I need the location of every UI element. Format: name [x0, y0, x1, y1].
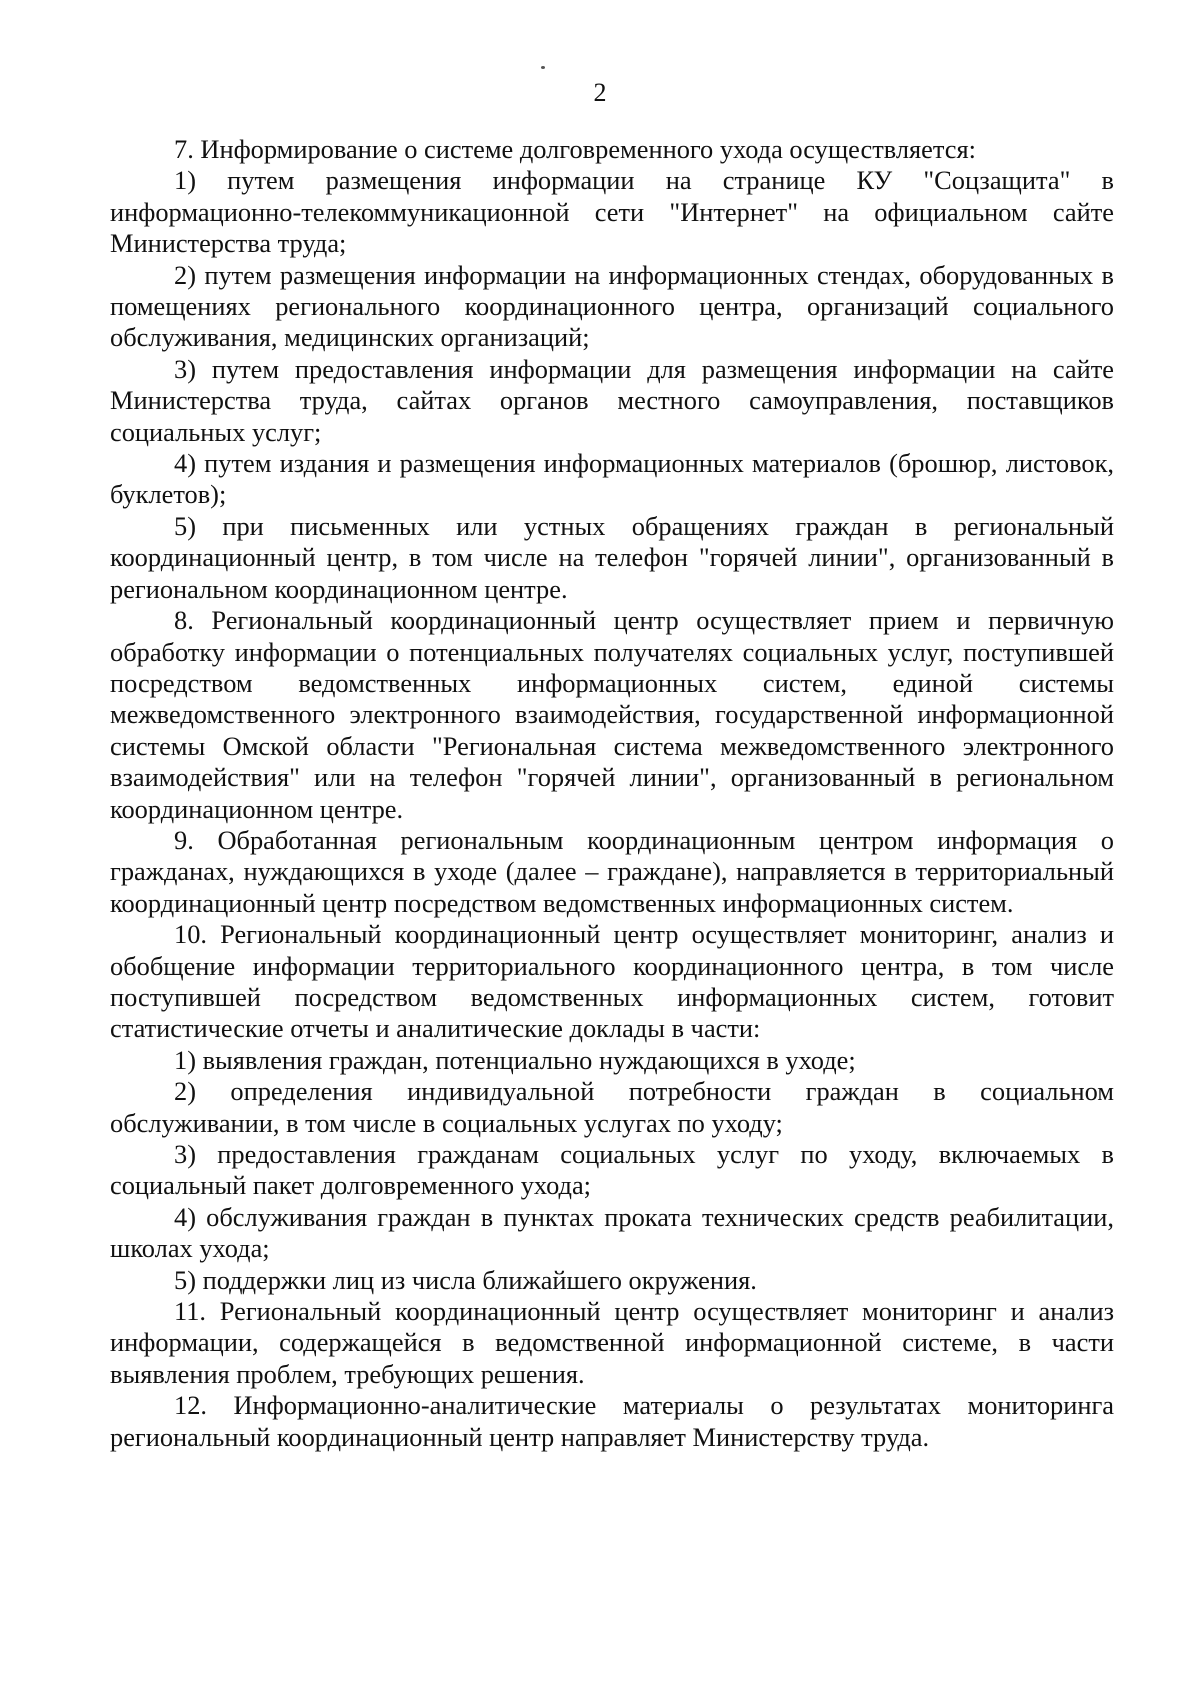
- paragraph-7-item-2: 2) путем размещения информации на информационных стендах, оборудованных в помещениях регионального координационного центра, организаций социального обслуживания, медицинских организаций;: [110, 259, 1114, 353]
- page-number: 2: [593, 78, 607, 107]
- paragraph-7-item-1: 1) путем размещения информации на странице КУ "Соцзащита" в информационно-телекоммуникационной сети "Интернет" на официальном сайте Министерства труда;: [110, 165, 1114, 259]
- paragraph-10-item-4: 4) обслуживания граждан в пунктах проката технических средств реабилитации, школах ухода;: [110, 1201, 1114, 1264]
- paragraph-10-item-3: 3) предоставления гражданам социальных услуг по уходу, включаемых в социальный пакет долговременного ухода;: [110, 1139, 1114, 1201]
- paragraph-10-item-5: 5) поддержки лиц из числа ближайшего окружения.: [174, 1264, 757, 1295]
- paragraph-10-item-1: 1) выявления граждан, потенциально нуждающихся в уходе;: [174, 1044, 856, 1075]
- paragraph-7-item-5: 5) при письменных или устных обращениях граждан в региональный координационный центр, в том числе на телефон "горячей линии", организованный в региональном координационном центре.: [110, 510, 1114, 604]
- paragraph-10-item-2: 2) определения индивидуальной потребности граждан в социальном обслуживании, в том числе в социальных услугах по уходу;: [110, 1076, 1114, 1138]
- paragraph-11: 11. Региональный координационный центр осуществляет мониторинг и анализ информации, содержащейся в ведомственной информационной системе, в части выявления проблем, требующих решения.: [110, 1296, 1114, 1389]
- paragraph-7-item-4: 4) путем издания и размещения информационных материалов (брошюр, листовок, буклетов);: [110, 448, 1114, 510]
- paragraph-8: 8. Региональный координационный центр осуществляет прием и первичную обработку информации о потенциальных получателях социальных услуг, поступившей посредством ведомственных информационных систем, единой системы межведомственного электронного взаимодействия, государственной информационной системы Омской области "Региональная система межведомственного электронного взаимодействия" или на телефон "горячей линии", организованный в региональном координационном центре.: [110, 605, 1114, 824]
- paragraph-9: 9. Обработанная региональным координационным центром информация о гражданах, нуждающихся в уходе (далее – граждане), направляется в территориальный координационный центр посредством ведомственных информационных систем.: [110, 824, 1114, 918]
- scan-speck: [541, 66, 545, 69]
- paragraph-7: 7. Информирование о системе долговременного ухода осуществляется:: [174, 134, 976, 164]
- paragraph-12: 12. Информационно-аналитические материалы о результатах мониторинга региональный координационный центр направляет Министерству труда.: [110, 1390, 1114, 1452]
- paragraph-10: 10. Региональный координационный центр осуществляет мониторинг, анализ и обобщение информации территориального координационного центра, в том числе поступившей посредством ведомственных информационных систем, готовит статистические отчеты и аналитические доклады в части:: [110, 919, 1114, 1044]
- document-body: [110, 134, 1114, 1453]
- paragraph-7-item-3: 3) путем предоставления информации для размещения информации на сайте Министерства труда, сайтах органов местного самоуправления, поставщиков социальных услуг;: [110, 353, 1114, 447]
